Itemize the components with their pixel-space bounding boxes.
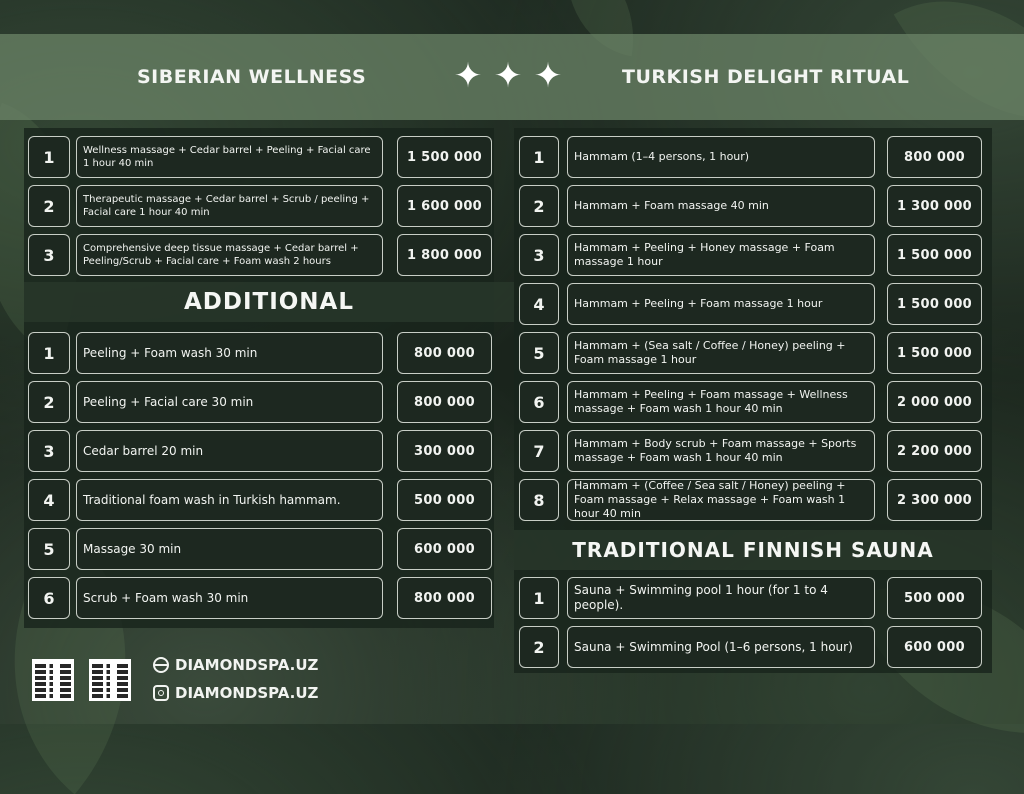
turkish-row-price: 2 200 000 bbox=[887, 430, 982, 472]
finnish-sauna-title: TRADITIONAL FINNISH SAUNA bbox=[572, 538, 934, 562]
additional-row-number: 2 bbox=[28, 381, 70, 423]
turkish-row-description: Hammam (1–4 persons, 1 hour) bbox=[567, 136, 875, 178]
additional-row-price: 300 000 bbox=[397, 430, 492, 472]
turkish-row-description: Hammam + Body scrub + Foam massage + Sports massage + Foam wash 1 hour 40 min bbox=[567, 430, 875, 472]
turkish-row-description: Hammam + (Coffee / Sea salt / Honey) peeling + Foam massage + Relax massage + Foam wash 1 hour 40 min bbox=[567, 479, 875, 521]
turkish-row-price: 1 300 000 bbox=[887, 185, 982, 227]
finnish-row-price: 500 000 bbox=[887, 577, 982, 619]
additional-row-number: 1 bbox=[28, 332, 70, 374]
siberian-row-price: 1 800 000 bbox=[397, 234, 492, 276]
additional-row-price: 800 000 bbox=[397, 381, 492, 423]
website-contact[interactable] bbox=[153, 656, 318, 674]
finnish-row-number: 2 bbox=[519, 626, 559, 668]
turkish-row-price: 1 500 000 bbox=[887, 332, 982, 374]
instagram-contact[interactable] bbox=[153, 684, 318, 702]
star-icon: ✦ bbox=[453, 56, 483, 96]
finnish-row-description: Sauna + Swimming Pool (1–6 persons, 1 hour) bbox=[567, 626, 875, 668]
additional-row-number: 4 bbox=[28, 479, 70, 521]
website-label: DIAMONDSPA.UZ bbox=[175, 656, 319, 674]
additional-row-price: 500 000 bbox=[397, 479, 492, 521]
turkish-row-description: Hammam + (Sea salt / Coffee / Honey) peeling + Foam massage 1 hour bbox=[567, 332, 875, 374]
additional-row-description: Traditional foam wash in Turkish hammam. bbox=[76, 479, 383, 521]
stars-ornament bbox=[448, 56, 578, 96]
star-icon: ✦ bbox=[493, 56, 523, 96]
additional-row-description: Scrub + Foam wash 30 min bbox=[76, 577, 383, 619]
finnish-row-number: 1 bbox=[519, 577, 559, 619]
turkish-delight-title: TURKISH DELIGHT RITUAL bbox=[622, 66, 910, 88]
siberian-row-description: Comprehensive deep tissue massage + Cedar barrel + Peeling/Scrub + Facial care + Foam wash 2 hours bbox=[76, 234, 383, 276]
siberian-wellness-title: SIBERIAN WELLNESS bbox=[137, 66, 367, 88]
siberian-row-description: Wellness massage + Cedar barrel + Peeling + Facial care 1 hour 40 min bbox=[76, 136, 383, 178]
turkish-row-number: 4 bbox=[519, 283, 559, 325]
turkish-row-price: 800 000 bbox=[887, 136, 982, 178]
siberian-row-description: Therapeutic massage + Cedar barrel + Scrub / peeling + Facial care 1 hour 40 min bbox=[76, 185, 383, 227]
qr-code-instagram[interactable] bbox=[89, 659, 131, 701]
additional-row-description: Massage 30 min bbox=[76, 528, 383, 570]
instagram-icon bbox=[153, 685, 169, 701]
additional-row-number: 6 bbox=[28, 577, 70, 619]
siberian-row-price: 1 600 000 bbox=[397, 185, 492, 227]
turkish-row-number: 7 bbox=[519, 430, 559, 472]
turkish-row-number: 6 bbox=[519, 381, 559, 423]
turkish-row-price: 2 000 000 bbox=[887, 381, 982, 423]
instagram-label: DIAMONDSPA.UZ bbox=[175, 684, 319, 702]
qr-pattern bbox=[92, 662, 128, 698]
siberian-row-number: 2 bbox=[28, 185, 70, 227]
turkish-row-number: 5 bbox=[519, 332, 559, 374]
additional-row-description: Peeling + Facial care 30 min bbox=[76, 381, 383, 423]
siberian-row-number: 1 bbox=[28, 136, 70, 178]
additional-row-description: Cedar barrel 20 min bbox=[76, 430, 383, 472]
turkish-row-number: 1 bbox=[519, 136, 559, 178]
additional-title: ADDITIONAL bbox=[183, 289, 355, 315]
turkish-row-number: 8 bbox=[519, 479, 559, 521]
globe-icon bbox=[153, 657, 169, 673]
finnish-row-description: Sauna + Swimming pool 1 hour (for 1 to 4 people). bbox=[567, 577, 875, 619]
siberian-row-price: 1 500 000 bbox=[397, 136, 492, 178]
turkish-row-description: Hammam + Peeling + Foam massage + Wellness massage + Foam wash 1 hour 40 min bbox=[567, 381, 875, 423]
turkish-row-number: 2 bbox=[519, 185, 559, 227]
finnish-row-price: 600 000 bbox=[887, 626, 982, 668]
additional-row-price: 600 000 bbox=[397, 528, 492, 570]
additional-row-price: 800 000 bbox=[397, 332, 492, 374]
star-icon: ✦ bbox=[533, 56, 563, 96]
qr-code-website[interactable] bbox=[32, 659, 74, 701]
additional-row-price: 800 000 bbox=[397, 577, 492, 619]
turkish-row-description: Hammam + Foam massage 40 min bbox=[567, 185, 875, 227]
turkish-row-price: 1 500 000 bbox=[887, 283, 982, 325]
qr-pattern bbox=[35, 662, 71, 698]
additional-row-number: 5 bbox=[28, 528, 70, 570]
additional-row-number: 3 bbox=[28, 430, 70, 472]
turkish-row-description: Hammam + Peeling + Foam massage 1 hour bbox=[567, 283, 875, 325]
turkish-row-price: 2 300 000 bbox=[887, 479, 982, 521]
turkish-row-description: Hammam + Peeling + Honey massage + Foam massage 1 hour bbox=[567, 234, 875, 276]
turkish-row-price: 1 500 000 bbox=[887, 234, 982, 276]
turkish-row-number: 3 bbox=[519, 234, 559, 276]
additional-row-description: Peeling + Foam wash 30 min bbox=[76, 332, 383, 374]
siberian-row-number: 3 bbox=[28, 234, 70, 276]
